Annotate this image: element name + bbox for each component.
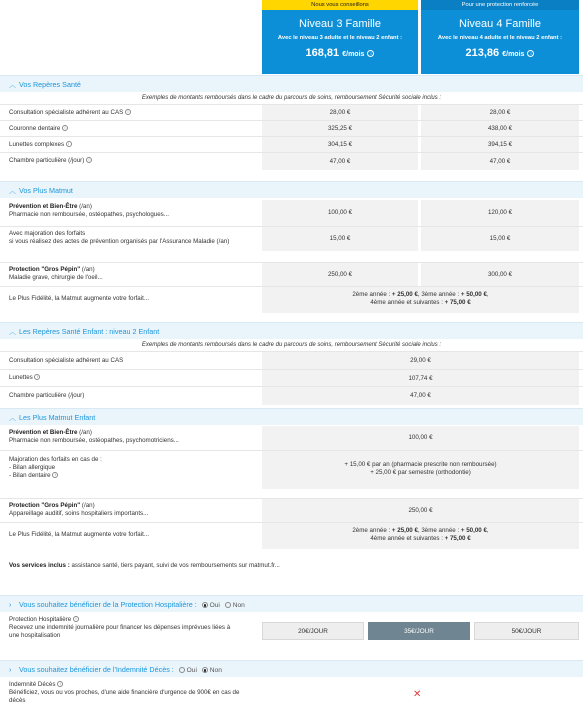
value-cell: 100,00 €: [262, 200, 418, 226]
row-label: Consultation spécialiste adhérent au CAS: [9, 357, 124, 364]
loyalty-amount: + 75,00 €: [444, 535, 471, 542]
table-row: [0, 104, 583, 120]
loyalty-amount: + 50,00 €: [460, 291, 487, 298]
plan-subtitle: Avec le niveau 3 adulte et le niveau 2 enfant :: [277, 35, 403, 41]
info-icon[interactable]: i: [62, 125, 68, 131]
table-row: [0, 200, 583, 226]
value-cell: 28,00 €: [262, 105, 418, 121]
info-icon[interactable]: i: [367, 50, 374, 57]
plan-price: [262, 47, 418, 59]
row-label: Le Plus Fidélité, la Matmut augmente votre forfait...: [9, 531, 149, 538]
loyalty-amount: + 75,00 €: [444, 299, 471, 306]
radio-label: Non: [232, 602, 245, 609]
chevron-up-icon: ︿: [9, 188, 16, 195]
row-title: Protection "Gros Pépin": [9, 502, 81, 509]
section-reperes-sante[interactable]: [0, 75, 583, 92]
section-title: Vos Repères Santé: [19, 80, 81, 89]
row-label: Lunettes: [9, 374, 33, 381]
row-label: Chambre particulière (/jour): [9, 157, 85, 164]
price-unit: €/mois: [502, 51, 525, 58]
option-35-per-day[interactable]: 35€/JOUR: [368, 622, 470, 640]
row-title-suffix: (/an): [77, 203, 92, 210]
row-desc: Pharmacie non remboursée, ostéopathes, psychologues...: [9, 211, 169, 218]
value-cell: 120,00 €: [421, 200, 579, 226]
value-line: + 15,00 € par an (pharmacie prescrite non remboursée): [344, 461, 497, 468]
row-desc: décès: [9, 697, 26, 704]
value-cell: 304,15 €: [262, 137, 418, 153]
row-title-suffix: (/an): [80, 266, 95, 273]
row-title: Prévention et Bien-Être: [9, 203, 78, 210]
row-desc: une hospitalisation: [9, 632, 61, 639]
info-icon[interactable]: i: [527, 50, 534, 57]
info-icon[interactable]: i: [86, 157, 92, 163]
services-text: assistance santé, tiers payant, suivi de vos remboursements sur matmut.fr...: [69, 562, 280, 569]
loyalty-year-2: 2ème année :: [352, 291, 392, 298]
info-icon[interactable]: i: [52, 472, 58, 478]
radio-non[interactable]: [202, 667, 222, 674]
value-cell: 107,74 €: [262, 370, 579, 387]
loyalty-cell: [262, 523, 579, 549]
value-cell: 300,00 €: [421, 263, 579, 287]
radio-button-unchecked[interactable]: [179, 667, 185, 673]
price-unit: €/mois: [342, 51, 365, 58]
row-label: Consultation spécialiste adhérent au CAS: [9, 109, 124, 116]
section-plus-matmut[interactable]: [0, 181, 583, 198]
row-label: Lunettes complexes: [9, 141, 65, 148]
row-desc: - Bilan allergique: [9, 464, 56, 471]
services-label: Vos services inclus :: [9, 562, 70, 569]
loyalty-year-3: , 3ème année :: [417, 527, 461, 534]
section-protection-hospitaliere[interactable]: [0, 595, 583, 612]
table-row: [0, 369, 583, 386]
radio-non[interactable]: [225, 602, 245, 609]
table-row: [0, 522, 583, 548]
row-title-suffix: (/an): [77, 429, 92, 436]
row-desc: - Bilan dentaire: [9, 472, 51, 479]
loyalty-amount: + 25,00 €: [391, 291, 418, 298]
row-desc: Maladie grave, chirurgie de l'oeil...: [9, 274, 103, 281]
section-note: Exemples de montants remboursés dans le cadre du parcours de soins, remboursement Sécurité sociale inclus :: [141, 95, 442, 101]
plan-title: Niveau 4 Famille: [459, 18, 541, 30]
chevron-right-icon: ›: [9, 602, 12, 609]
reinforced-tag: Pour une protection renforcée: [421, 0, 579, 10]
value-cell: 394,15 €: [421, 137, 579, 153]
price-amount: 213,86: [465, 47, 500, 59]
info-icon[interactable]: i: [66, 141, 72, 147]
table-row: [0, 120, 583, 136]
radio-label: Non: [209, 667, 222, 674]
section-note: Exemples de montants remboursés dans le cadre du parcours de soins, remboursement Sécurité sociale inclus :: [141, 342, 442, 348]
recommended-tag: Nous vous conseillons: [262, 0, 418, 10]
radio-button-checked[interactable]: [202, 667, 208, 673]
chevron-up-icon: ︿: [9, 329, 16, 336]
services-included: [9, 562, 280, 569]
row-label: Indemnité Décès: [9, 681, 56, 688]
section-title: Vos Plus Matmut: [19, 186, 73, 195]
row-desc: Appareillage auditif, soins hospitaliers importants...: [9, 510, 149, 517]
section-title: Les Repères Santé Enfant : niveau 2 Enfant: [19, 327, 160, 336]
row-label: Le Plus Fidélité, la Matmut augmente votre forfait...: [9, 295, 149, 302]
plan-card-niveau-4[interactable]: [421, 0, 579, 74]
table-row: [0, 152, 583, 169]
row-label: Chambre particulière (/jour): [9, 392, 85, 399]
value-cell: 438,00 €: [421, 121, 579, 137]
row-label: Protection Hospitalière: [9, 616, 72, 623]
row-label: Majoration des forfaits en cas de :: [9, 456, 102, 463]
row-title-suffix: (/an): [80, 502, 95, 509]
value-cell: 325,25 €: [262, 121, 418, 137]
table-row: [0, 386, 583, 404]
plan-card-niveau-3[interactable]: [262, 0, 418, 74]
value-cell: 28,00 €: [421, 105, 579, 121]
row-desc: si vous réalisez des actes de prévention organisés par l'Assurance Maladie (/an): [9, 238, 230, 245]
value-cell: 100,00 €: [262, 426, 579, 450]
value-cell: 250,00 €: [262, 499, 579, 523]
row-desc: Bénéficiez, vous ou vos proches, d'une aide financière d'urgence de 900€ en cas de: [9, 689, 240, 696]
row-desc: Pharmacie non remboursée, ostéopathes, psychomotriciens...: [9, 437, 179, 444]
value-cell: 15,00 €: [262, 227, 418, 251]
plan-subtitle: Avec le niveau 4 adulte et le niveau 2 enfant :: [437, 35, 563, 41]
loyalty-separator: ,: [486, 291, 489, 298]
radio-oui[interactable]: [179, 667, 197, 674]
loyalty-amount: + 50,00 €: [460, 527, 487, 534]
value-cell: 47,00 €: [262, 153, 418, 170]
row-desc: Recevez une indemnité journalière pour financer les dépenses imprévues liées à: [9, 624, 231, 631]
loyalty-year-3: , 3ème année :: [417, 291, 461, 298]
table-row: [0, 136, 583, 152]
radio-oui[interactable]: [202, 602, 220, 609]
loyalty-year-4: 4ème année et suivantes :: [370, 299, 445, 306]
value-cell: 47,00 €: [262, 387, 579, 405]
section-question: Vous souhaitez bénéficier de l'Indemnité Décès :: [19, 665, 174, 674]
value-cell: 250,00 €: [262, 263, 418, 287]
chevron-up-icon: ︿: [9, 415, 16, 422]
loyalty-separator: ,: [486, 527, 489, 534]
price-amount: 168,81: [305, 47, 340, 59]
radio-button-unchecked[interactable]: [225, 602, 231, 608]
value-cell: [262, 451, 579, 489]
row-title: Prévention et Bien-Être: [9, 429, 78, 436]
table-row: [0, 426, 583, 450]
loyalty-amount: + 25,00 €: [391, 527, 418, 534]
chevron-up-icon: ︿: [9, 82, 16, 89]
not-included-icon: ✕: [413, 689, 422, 700]
plan-price: [421, 47, 579, 59]
section-plus-matmut-enfant[interactable]: [0, 408, 583, 425]
section-reperes-sante-enfant[interactable]: [0, 322, 583, 339]
row-title: Protection "Gros Pépin": [9, 266, 81, 273]
radio-label: Oui: [209, 602, 220, 609]
plan-title: Niveau 3 Famille: [299, 18, 381, 30]
loyalty-cell: [262, 287, 579, 313]
value-line: + 25,00 € par semestre (orthodontie): [370, 469, 471, 476]
row-label: Couronne dentaire: [9, 125, 61, 132]
radio-label: Oui: [186, 667, 197, 674]
table-row: [0, 226, 583, 250]
table-row: [0, 351, 583, 369]
radio-button-checked[interactable]: [202, 602, 208, 608]
table-row: [0, 262, 583, 286]
loyalty-year-4: 4ème année et suivantes :: [370, 535, 445, 542]
row-label: Avec majoration des forfaits: [9, 230, 86, 237]
info-icon[interactable]: i: [125, 109, 131, 115]
section-indemnite-deces[interactable]: [0, 660, 583, 677]
option-20-per-day[interactable]: 20€/JOUR: [262, 622, 364, 640]
info-icon[interactable]: i: [57, 681, 63, 687]
section-title: Les Plus Matmut Enfant: [19, 413, 96, 422]
value-cell: 15,00 €: [421, 227, 579, 251]
value-cell: 29,00 €: [262, 352, 579, 370]
value-cell: 47,00 €: [421, 153, 579, 170]
chevron-right-icon: ›: [9, 667, 12, 674]
info-icon[interactable]: i: [34, 374, 40, 380]
loyalty-year-2: 2ème année :: [352, 527, 392, 534]
info-icon[interactable]: i: [73, 616, 79, 622]
table-row: [0, 450, 583, 488]
table-row: [0, 498, 583, 522]
section-question: Vous souhaitez bénéficier de la Protection Hospitalière :: [19, 600, 197, 609]
option-50-per-day[interactable]: 50€/JOUR: [474, 622, 579, 640]
table-row: [0, 286, 583, 312]
